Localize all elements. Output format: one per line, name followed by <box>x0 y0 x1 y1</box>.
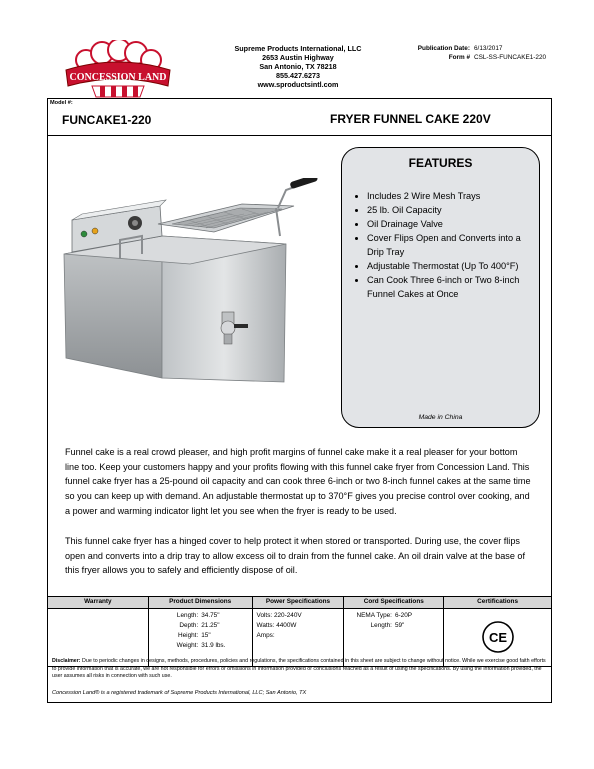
form-number: CSL-SS-FUNCAKE1-220 <box>474 54 547 61</box>
cord-length-label: Length: <box>370 622 392 629</box>
fryer-product-image <box>62 178 330 388</box>
feature-item: • Oil Drainage Valve <box>367 217 537 231</box>
company-address-line2: San Antonio, TX 78218 <box>259 62 337 71</box>
publication-date-label: Publication Date: <box>417 45 470 52</box>
publication-info <box>394 44 546 62</box>
features-heading: FEATURES <box>408 156 473 170</box>
spec-header-dimensions: Product Dimensions <box>148 597 252 609</box>
model-label: Model #: <box>50 100 73 106</box>
dim-depth-value: 21.25" <box>201 622 220 629</box>
made-in-label: Made in China <box>418 414 463 421</box>
feature-item: • Cover Flips Open and Converts into a Drip Tray <box>367 231 537 259</box>
power-volts-value: 220-240V <box>273 612 302 619</box>
company-website[interactable]: www.sproductsintl.com <box>257 80 339 89</box>
product-title: FRYER FUNNEL CAKE 220V <box>330 112 491 126</box>
power-watts-label: Watts: <box>256 622 275 629</box>
dim-weight-label: Weight: <box>176 642 199 649</box>
power-amps-label: Amps: <box>256 632 275 639</box>
dim-height-label: Height: <box>177 632 199 639</box>
ce-mark-text: CE <box>488 630 507 645</box>
publication-date: 6/13/2017 <box>474 45 503 52</box>
company-address-line1: 2653 Austin Highway <box>262 53 334 62</box>
dim-weight-value: 31.9 lbs. <box>201 642 226 649</box>
spec-header-cord: Cord Specifications <box>344 597 444 609</box>
cord-length-value: 59" <box>394 622 405 629</box>
dim-depth-label: Depth: <box>179 622 199 629</box>
form-number-label: Form # <box>448 54 470 61</box>
description-paragraph-1: Funnel cake is a real crowd pleaser, and high profit margins of funnel cake make it a real pleaser for your bottom line too. Keep your customers happy and your profits flowing with this funnel cake fryer from Concession Land. This funnel cake fryer has a 25-pound oil capacity and can cook three 6-inch or two 8-inch funnel cakes at the same time so you can keep up with demand. An adjustable thermostat up to 370°F gives you precise control over cooking, and a power and warming indicator light let you see when the fryer is ready to be used. <box>65 447 531 516</box>
feature-item: • Includes 2 Wire Mesh Trays <box>367 189 537 203</box>
trademark-notice: Concession Land® is a registered trademark of Supreme Products International, LLC; San Antonio, TX <box>52 690 307 696</box>
logo-text: CONCESSION LAND <box>69 72 167 83</box>
dim-length-label: Length: <box>176 612 199 619</box>
cord-nema-label: NEMA Type: <box>356 612 392 619</box>
specifications-table <box>47 596 552 667</box>
spec-header-power: Power Specifications <box>252 597 344 609</box>
spec-header-row <box>48 597 552 609</box>
spec-header-warranty: Warranty <box>48 597 149 609</box>
feature-item: • Adjustable Thermostat (Up To 400°F) <box>367 259 537 273</box>
company-info <box>228 44 368 89</box>
features-panel <box>341 147 540 428</box>
cord-nema-value: 6-20P <box>394 612 413 619</box>
description-paragraph-2: This funnel cake fryer has a hinged cover to help protect it when stored or transported. During use, the cover flips open and converts into a drip tray to allow excess oil to drain from the funnel cake. An oil drain valve at the base of this fryer allows you to safely and efficiently dispose of oil. <box>65 536 526 576</box>
power-volts-label: Volts: <box>256 612 273 619</box>
feature-item: • Can Cook Three 6-inch or Two 8-inch Funnel Cakes at Once <box>367 273 537 301</box>
dim-length-value: 34.75" <box>201 612 220 619</box>
feature-item: • 25 lb. Oil Capacity <box>367 203 537 217</box>
model-number: FUNCAKE1-220 <box>62 113 152 127</box>
power-watts-value: 4400W <box>276 622 297 629</box>
concession-land-logo <box>62 40 174 98</box>
disclaimer-text: Due to periodic changes in designs, methods, procedures, policies and regulations, the specifications contained in this sheet are subject to change without notice. While we exercise good faith efforts to provide information that is accurate, we are not responsible for errors or omissions in information provided or conclusions reached as a result of using the specifications. By using the information provided, the user assumes all risks in connection with such use. <box>52 658 546 680</box>
disclaimer <box>52 658 547 681</box>
company-name: Supreme Products International, LLC <box>234 44 362 53</box>
company-phone: 855.427.6273 <box>276 71 320 80</box>
ce-mark-icon <box>482 621 514 653</box>
spec-header-certifications: Certifications <box>444 597 552 609</box>
disclaimer-label: Disclaimer: <box>52 658 81 664</box>
dim-height-value: 15" <box>201 632 211 639</box>
features-list <box>350 189 537 301</box>
